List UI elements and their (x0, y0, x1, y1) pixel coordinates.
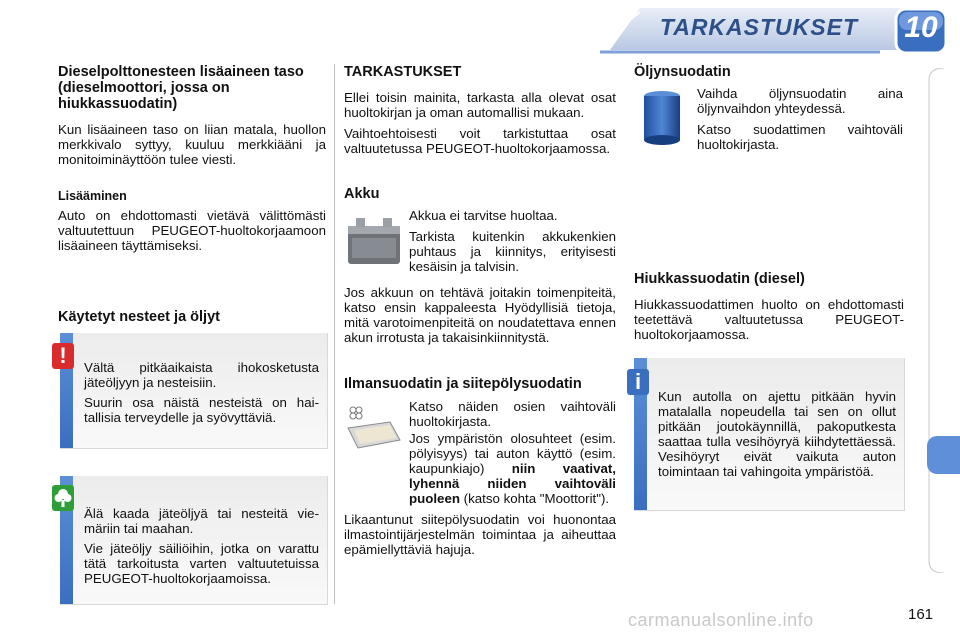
oil-filter-text-2: Katso suodattimen vaihtoväli huoltokirjasta. (697, 122, 903, 152)
diesel-additive-heading: Dieselpolttonesteen lisäaineen taso (dieselmoottori, jossa on hiukkassuodatin) (58, 64, 304, 112)
page-title: TARKASTUKSET (659, 14, 858, 40)
info-text: Kun autolla on ajettu pitkään hyvin matalalla nopeudella tai sen on ollut pitkään joutokäynnillä, pakoputkesta saattaa tulla vesihöyryä kiihdytettäessä. Vesihöyryt eivät vaikuta auton toimintaan tai vahingoita ympäristöä. (658, 389, 896, 479)
left-column (58, 64, 326, 259)
warning-text-1: Vältä pitkäaikaista ihokosketusta jäteöljyyn ja nesteisiin. (84, 360, 319, 390)
sidebar-outline (927, 68, 945, 573)
eco-text-1: Älä kaada jäteöljyä tai nesteitä viemäriin tai maahan. (84, 506, 319, 536)
particle-filter-block (634, 297, 904, 348)
oil-filter-text-block (697, 86, 903, 158)
checks-text-1: Ellei toisin mainita, tarkasta alla olevat osat huoltokirjan ja oman automallisi mukaan. (344, 90, 616, 120)
air-filter-heading: Ilmansuodatin ja siitepölysuodatin (344, 376, 582, 392)
checks-heading: TARKASTUKSET (344, 64, 462, 80)
watermark: carmanualsonline.info (628, 610, 814, 630)
sidebar-tab-10[interactable] (927, 436, 960, 474)
warning-note (60, 333, 328, 449)
oil-filter-text-1: Vaihda öljynsuodatin aina öljynvaihdon yhteydessä. (697, 86, 903, 116)
battery-note (344, 285, 616, 351)
particle-filter-heading: Hiukkassuodatin (diesel) (634, 271, 805, 287)
oil-filter-heading: Öljynsuodatin (634, 64, 731, 80)
particle-filter-text: Hiukkassuodattimen huolto on ehdottomasti teetettävä valtuutetussa PEUGEOT-huoltokorjaamossa. (634, 297, 904, 342)
warning-icon: ! (52, 343, 74, 369)
column-divider (334, 64, 335, 604)
air-filter-paragraph (344, 431, 616, 563)
air-filter-text-3: Likaantunut siitepölysuodatin voi huonontaa ilmastointijärjestelmän toimintaa ja aiheuttaa epämiellyttäviä hajuja. (344, 512, 616, 557)
middle-column (344, 64, 616, 162)
battery-heading: Akku (344, 186, 380, 202)
battery-text-2: Tarkista kuitenkin akkukenkien puhtaus ja kiinnitys, erityisesti kesäisin ja talvisin. (409, 229, 616, 274)
checks-text-2: Vaihtoehtoisesti voit tarkistuttaa osat valtuutetussa PEUGEOT-huoltokorjaamossa. (344, 126, 616, 156)
oil-filter-image (636, 88, 688, 150)
lisaaminen-heading: Lisääminen (58, 189, 127, 203)
battery-text-block (409, 208, 616, 280)
info-note (634, 358, 905, 511)
eco-text-2: Vie jäteöljy säiliöihin, jotka on varattu tätä tarkoitusta varten valtuutetuissa PEUGEOT-huoltokorjaamoissa. (84, 541, 319, 586)
air-filter-text-block (409, 399, 616, 435)
air-filter-text-1: Katso näiden osien vaihtoväli huoltokirjasta. (409, 399, 616, 429)
tree-icon (52, 485, 74, 511)
diesel-additive-text: Kun lisäaineen taso on liian matala, huollon merkkivalo syttyy, kuuluu merkkiääni ja monitoiminäyttöön tulee viesti. (58, 122, 326, 167)
air-filter-text-2: Jos ympäristön olosuhteet (esim. pölyisyys) tai auton käyttö (esim. kaupunkiajo) niin vaativat, lyhennä niiden vaihtoväli puoleen (katso kohta "Moottorit"). (409, 431, 616, 506)
used-fluids-heading: Käytetyt nesteet ja öljyt (58, 309, 220, 325)
battery-text-1: Akkua ei tarvitse huoltaa. (409, 208, 558, 223)
info-icon: i (627, 369, 649, 395)
battery-text-3: Jos akkuun on tehtävä joitakin toimenpiteitä, katso ensin kappaleesta Hyödyllisiä tietoja, mitä varotoimenpiteitä on noudatettava ennen akun irrotusta ja takaisinkiinnitystä. (344, 285, 616, 345)
page-number: 161 (908, 606, 934, 623)
warning-text-2: Suurin osa näistä nesteistä on haitallisia terveydelle ja syövyttäviä. (84, 395, 319, 425)
lisaaminen-text: Auto on ehdottomasti vietävä välittömästi valtuutettuun PEUGEOT-huoltokorjaamoon lisäaineen täyttämiseksi. (58, 208, 326, 253)
chapter-number: 10 (904, 11, 938, 44)
sidebar-tabs (927, 68, 945, 573)
battery-image (344, 212, 404, 268)
eco-note (60, 476, 328, 605)
